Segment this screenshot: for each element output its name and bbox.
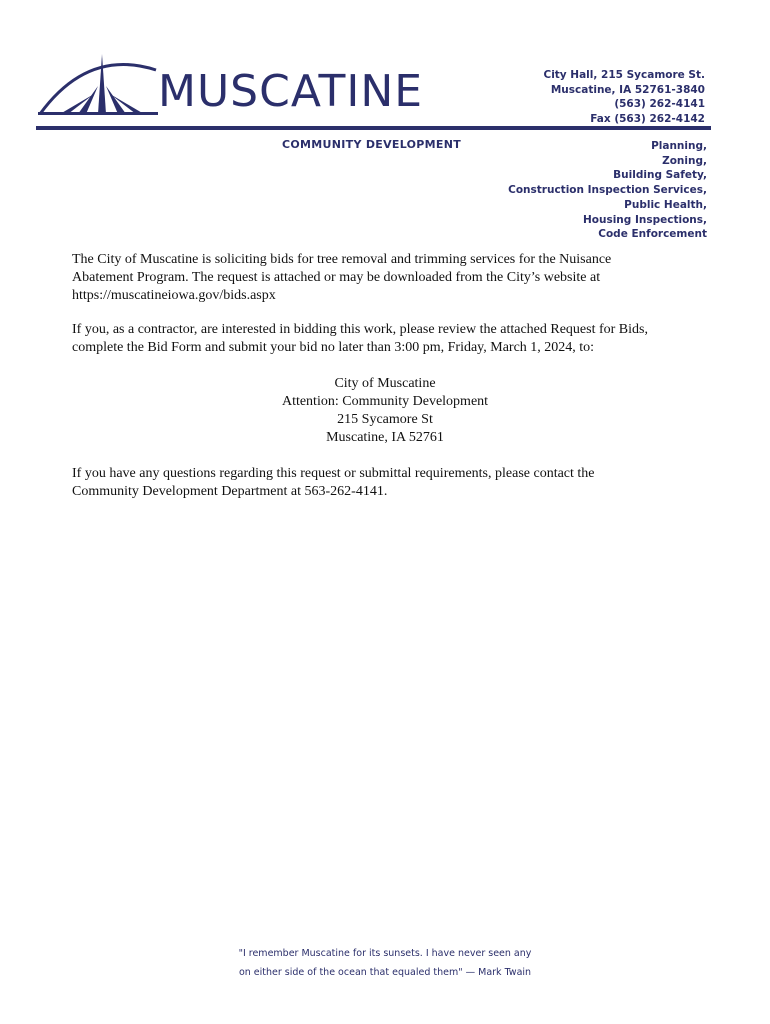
paragraph-line: Community Development Department at 563-262-4141. <box>72 484 388 499</box>
service-item: Zoning, <box>662 154 707 167</box>
muscatine-logo <box>38 48 458 118</box>
service-item: Building Safety, <box>613 169 707 182</box>
paragraph-line: If you have any questions regarding this request or submittal requirements, please contact the <box>72 466 595 481</box>
contact-block <box>543 68 705 126</box>
paragraph-line: If you, as a contractor, are interested in bidding this work, please review the attached Request for Bids, <box>72 322 648 337</box>
paragraph-line: complete the Bid Form and submit your bid no later than 3:00 pm, Friday, March 1, 2024, to: <box>72 340 595 355</box>
department-name: COMMUNITY DEVELOPMENT <box>282 138 462 151</box>
service-item: Public Health, <box>624 198 707 211</box>
paragraph-bid-solicitation <box>72 251 712 305</box>
quote-line: "I remember Muscatine for its sunsets. I have never seen any <box>238 948 532 959</box>
paragraph-questions <box>72 465 712 501</box>
address-line: City of Muscatine <box>334 376 436 391</box>
contact-line: Fax (563) 262-4142 <box>590 112 705 125</box>
service-item: Housing Inspections, <box>582 213 707 226</box>
service-item: Construction Inspection Services, <box>508 184 707 197</box>
service-item: Planning, <box>651 140 707 152</box>
paragraph-line: Abatement Program. The request is attached or may be downloaded from the City’s website at <box>72 270 601 285</box>
footer-quote <box>0 944 770 982</box>
logo-wordmark: MUSCATINE <box>158 66 424 117</box>
quote-line: on either side of the ocean that equaled them" — Mark Twain <box>238 967 532 978</box>
contact-line: Muscatine, IA 52761-3840 <box>550 83 705 96</box>
services-list <box>508 139 707 242</box>
address-line: Muscatine, IA 52761 <box>326 430 444 445</box>
letterhead-rule <box>36 126 711 130</box>
contact-line: (563) 262-4141 <box>614 98 705 110</box>
service-item: Code Enforcement <box>598 228 707 241</box>
paragraph-line: The City of Muscatine is soliciting bids for tree removal and trimming services for the Nuisance <box>72 252 612 267</box>
contact-line: City Hall, 215 Sycamore St. <box>543 69 705 81</box>
paragraph-contractor-instructions <box>72 321 712 357</box>
mailing-address <box>0 375 770 447</box>
sunrise-icon <box>38 48 158 118</box>
address-line: Attention: Community Development <box>281 394 489 409</box>
bids-url[interactable]: https://muscatineiowa.gov/bids.aspx <box>72 288 276 303</box>
address-line: 215 Sycamore St <box>337 412 433 427</box>
